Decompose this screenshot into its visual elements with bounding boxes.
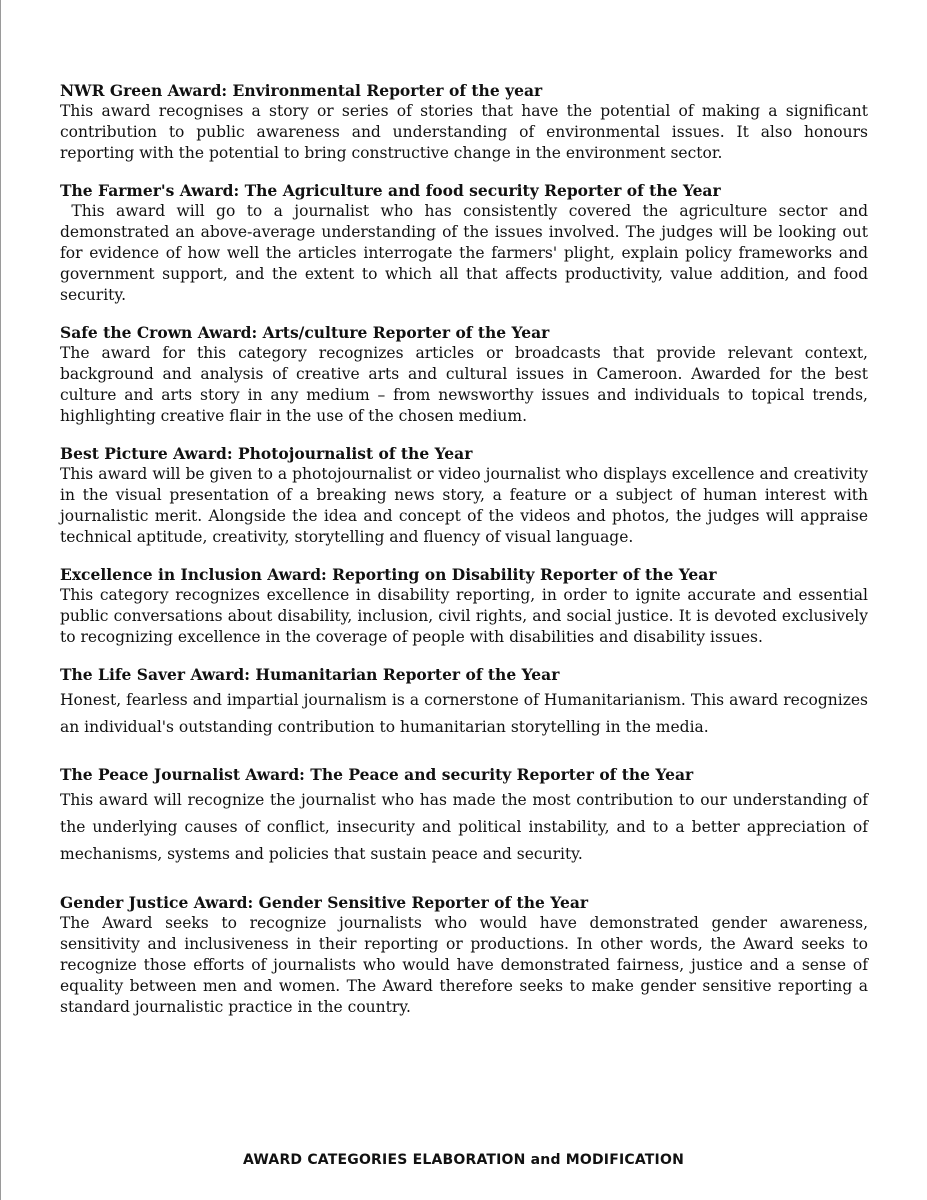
award-description: The Award seeks to recognize journalists who would have demonstrated gender awareness, sensitivity and inclusiveness in their reporting or productions. In other words, the Award seeks to recognize those efforts of journalists who would have demonstrated fairness, justice and a sense of equality between men and women. The Award therefore seeks to make gender sensitive reporting a standard journalistic practice in the country. (60, 914, 868, 1016)
award-description: The award for this category recognizes articles or broadcasts that provide relevant context, background and analysis of creative arts and cultural issues in Cameroon. Awarded for the best culture and arts story in any medium – from newsworthy issues and individuals to topical trends, highlighting creative flair in the use of the chosen medium. (60, 344, 868, 425)
award-section-humanitarian (60, 664, 868, 741)
page-edge (0, 0, 1, 1200)
award-description: This award will recognize the journalist who has made the most contribution to our understanding of the underlying causes of conflict, insecurity and political instability, and to a better appreciation of mechanisms, systems and policies that sustain peace and security. (60, 791, 868, 863)
award-heading: Best Picture Award: Photojournalist of the Year (60, 444, 473, 463)
award-description: Honest, fearless and impartial journalism is a cornerstone of Humanitarianism. This award recognizes an individual's outstanding contribution to humanitarian storytelling in the media. (60, 691, 868, 736)
award-heading: Safe the Crown Award: Arts/culture Reporter of the Year (60, 323, 550, 342)
award-heading: NWR Green Award: Environmental Reporter of the year (60, 81, 543, 100)
award-heading: Excellence in Inclusion Award: Reporting on Disability Reporter of the Year (60, 565, 717, 584)
award-section-green (60, 80, 868, 164)
award-heading: The Peace Journalist Award: The Peace and security Reporter of the Year (60, 765, 694, 784)
award-description: This award will be given to a photojournalist or video journalist who displays excellence and creativity in the visual presentation of a breaking news story, a feature or a subject of human interest with journalistic merit. Alongside the idea and concept of the videos and photos, the judges will appraise technical aptitude, creativity, storytelling and fluency of visual language. (60, 465, 868, 546)
award-description: This category recognizes excellence in disability reporting, in order to ignite accurate and essential public conversations about disability, inclusion, civil rights, and social justice. It is devoted exclusively to recognizing excellence in the coverage of people with disabilities and disability issues. (60, 586, 868, 646)
document-footer-title: AWARD CATEGORIES ELABORATION and MODIFICATION (243, 1152, 684, 1168)
award-section-gender (60, 892, 868, 1018)
award-section-peace (60, 764, 868, 868)
award-heading: The Life Saver Award: Humanitarian Reporter of the Year (60, 665, 560, 684)
award-heading: Gender Justice Award: Gender Sensitive Reporter of the Year (60, 893, 589, 912)
award-section-inclusion (60, 564, 868, 648)
award-description: This award recognises a story or series of stories that have the potential of making a significant contribution to public awareness and understanding of environmental issues. It also honours reporting with the potential to bring constructive change in the environment sector. (60, 102, 868, 162)
award-section-farmer (60, 180, 873, 306)
award-heading: The Farmer's Award: The Agriculture and food security Reporter of the Year (60, 181, 721, 200)
award-section-arts (60, 322, 868, 427)
award-description: This award will go to a journalist who has consistently covered the agriculture sector and demonstrated an above-average understanding of the issues involved. The judges will be looking out for evidence of how well the articles interrogate the farmers' plight, explain policy frameworks and government support, and the extent to which all that affects productivity, value addition, and food security. (60, 202, 873, 304)
award-section-picture (60, 443, 868, 548)
document-body (60, 80, 873, 1018)
